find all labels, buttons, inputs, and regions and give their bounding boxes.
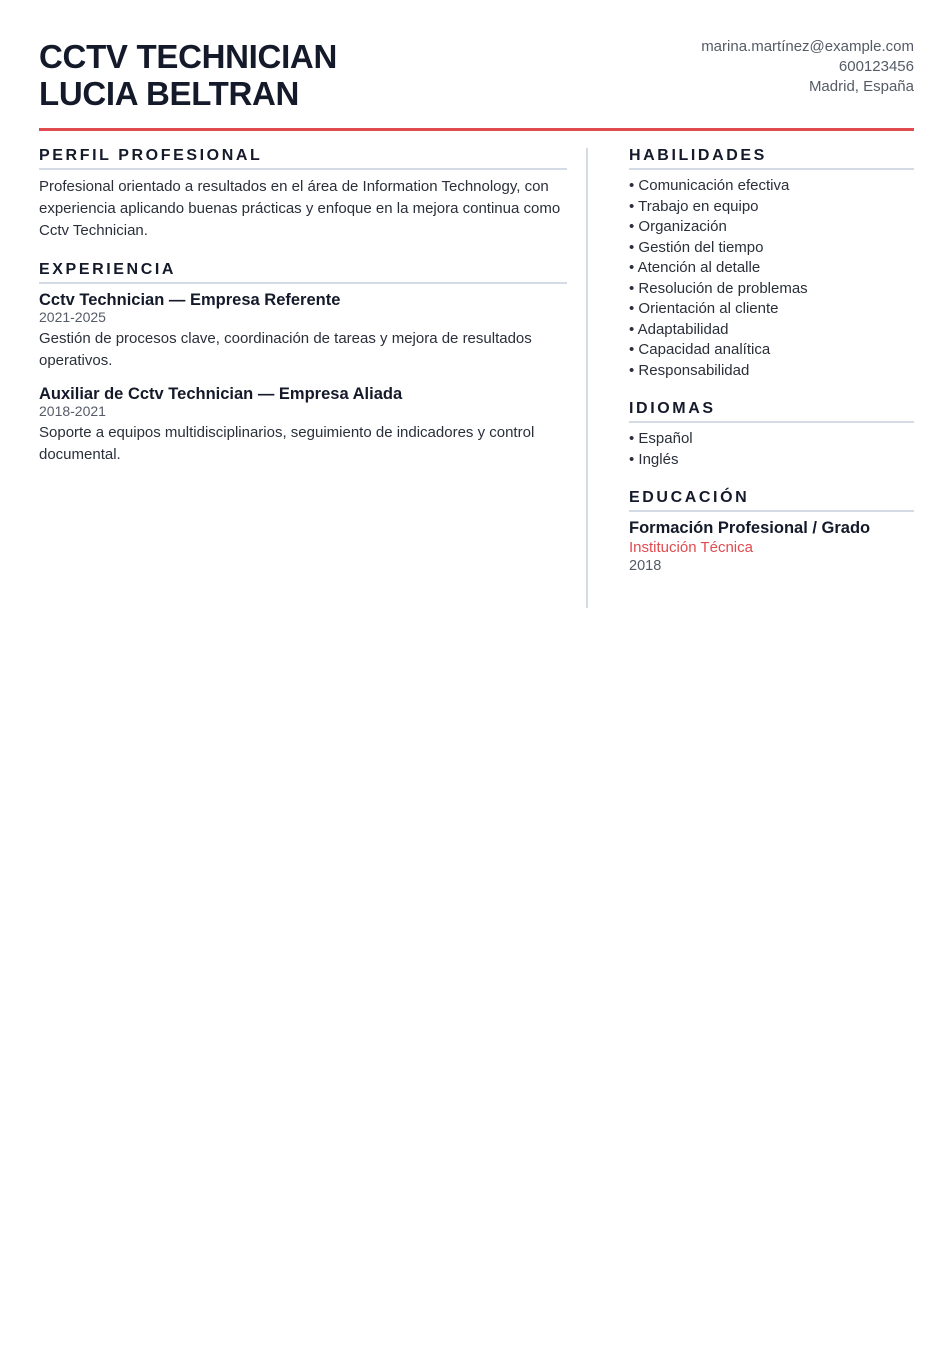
right-column (629, 146, 914, 594)
job-description: Gestión de procesos clave, coordinación de tareas y mejora de resultados operativos. (39, 330, 532, 369)
education-degree: Formación Profesional / Grado (629, 519, 871, 537)
left-column (39, 146, 567, 484)
skill-item: • Trabajo en equipo (629, 197, 914, 218)
skill-item: • Capacidad analítica (629, 340, 914, 361)
title-block (39, 38, 337, 112)
experience-section (39, 260, 567, 466)
education-institution: Institución Técnica (629, 539, 753, 556)
skill-item: • Responsabilidad (629, 361, 914, 382)
language-item: • Inglés (629, 450, 914, 471)
language-item: • Español (629, 429, 914, 450)
profile-section (39, 146, 567, 242)
column-divider (586, 148, 588, 608)
skill-item: • Resolución de problemas (629, 279, 914, 300)
candidate-name: LUCIA BELTRAN (39, 75, 300, 112)
education-section (629, 488, 914, 576)
skill-item: • Gestión del tiempo (629, 238, 914, 259)
job-title-heading: CCTV TECHNICIAN (39, 38, 337, 75)
languages-heading: IDIOMAS (629, 399, 914, 423)
skill-item: • Adaptabilidad (629, 320, 914, 341)
contact-info (701, 37, 914, 97)
job-title: Cctv Technician — Empresa Referente (39, 291, 341, 309)
experience-heading: EXPERIENCIA (39, 260, 567, 284)
job-description: Soporte a equipos multidisciplinarios, seguimiento de indicadores y control documental. (39, 424, 535, 463)
job-entry (39, 384, 567, 466)
job-dates: 2021-2025 (39, 309, 106, 325)
education-heading: EDUCACIÓN (629, 488, 914, 512)
profile-text: Profesional orientado a resultados en el área de Information Technology, con experiencia aplicando buenas prácticas y enfoque en la mejora continua como Cctv Technician. (39, 178, 561, 239)
resume-header (39, 0, 914, 131)
languages-list (629, 429, 914, 470)
job-title: Auxiliar de Cctv Technician — Empresa Aliada (39, 385, 403, 403)
profile-heading: PERFIL PROFESIONAL (39, 146, 567, 170)
contact-location: Madrid, España (808, 78, 914, 95)
skill-item: • Orientación al cliente (629, 299, 914, 320)
skill-item: • Organización (629, 217, 914, 238)
job-dates: 2018-2021 (39, 403, 106, 419)
job-entry (39, 290, 567, 372)
skill-item: • Comunicación efectiva (629, 176, 914, 197)
skills-section (629, 146, 914, 381)
contact-email[interactable]: marina.martínez@example.com (701, 38, 914, 55)
contact-phone: 600123456 (838, 58, 914, 75)
skill-item: • Atención al detalle (629, 258, 914, 279)
header-accent-divider (39, 128, 914, 131)
skills-list (629, 176, 914, 381)
languages-section (629, 399, 914, 470)
resume-page (39, 0, 914, 574)
skills-heading: HABILIDADES (629, 146, 914, 170)
education-year: 2018 (629, 558, 662, 574)
